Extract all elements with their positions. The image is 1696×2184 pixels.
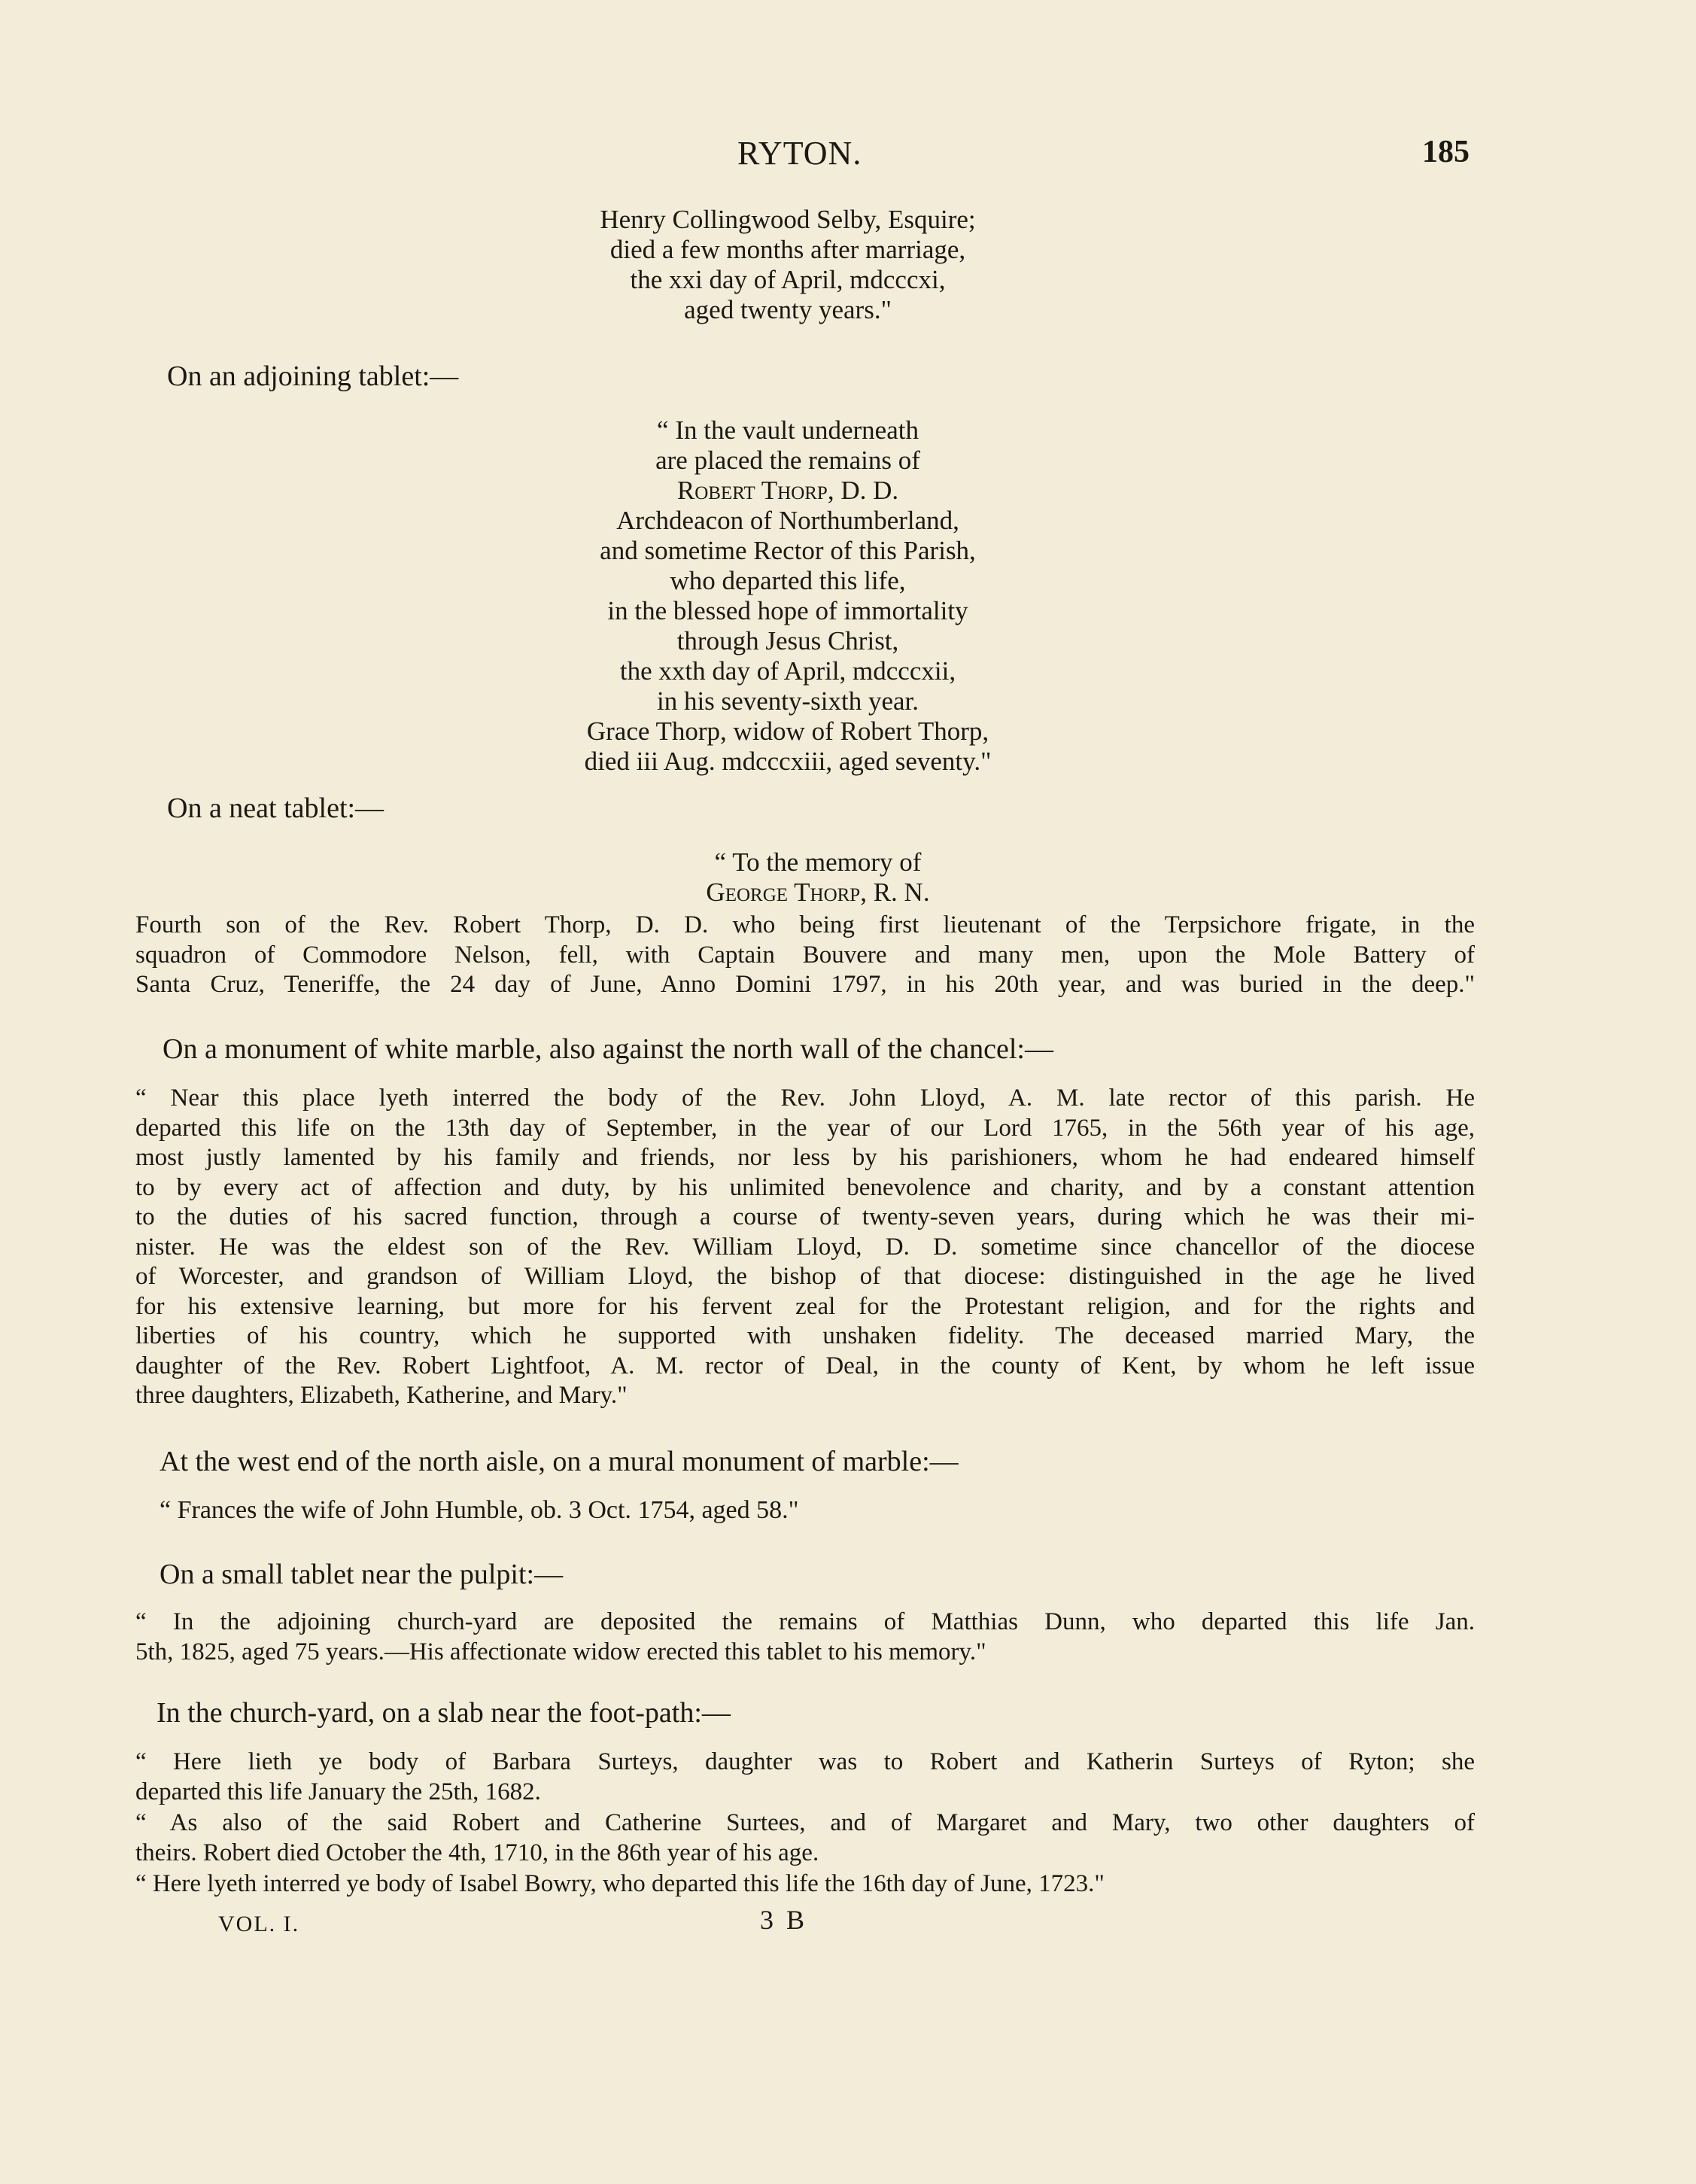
inscription-line: through Jesus Christ, [676,626,899,656]
inscription-line: “ In the vault underneath [657,415,919,445]
lloyd-paragraph [135,1084,1475,1411]
paragraph-line: Fourth son of the Rev. Robert Thorp, D. D. who being first lieutenant of the Terpsichore frigate, in the [135,911,1475,938]
paragraph-line: “ As also of the said Robert and Catherine Surtees, and of Margaret and Mary, two other daughters of [135,1809,1475,1836]
dunn-paragraph [135,1608,1475,1667]
paragraph-line: 5th, 1825, aged 75 years.—His affectionate widow erected this tablet to his memory." [135,1638,986,1665]
paragraph-line: daughter of the Rev. Robert Lightfoot, A. M. rector of Deal, in the county of Kent, by whom he left issue [135,1352,1475,1379]
surteys-paragraph [135,1748,1475,1807]
running-header-title: RYTON. [737,135,862,172]
inscription-line: Robert Thorp, D. D. [676,476,899,505]
surtees-paragraph [135,1808,1475,1868]
inscription-line: George Thorp, R. N. [706,878,930,907]
neat-tablet-intro: On a neat tablet:— [167,792,384,824]
inscription-line: the xxth day of April, mdcccxii, [619,656,956,686]
inscription-line: the xxi day of April, mdcccxi, [630,265,946,294]
paragraph-line: to by every act of affection and duty, by his unlimited benevolence and charity, and by a constant attention [135,1173,1475,1201]
inscription-line: who departed this life, [670,566,906,595]
page-number: 185 [1422,135,1470,169]
bowry-paragraph [135,1869,1475,1900]
paragraph-line: nister. He was the eldest son of the Rev. William Lloyd, D. D. sometime since chancellor of the diocese [135,1233,1475,1261]
paragraph-line: for his extensive learning, but more for his fervent zeal for the Protestant religion, and for the rights and [135,1292,1475,1320]
paragraph-line: “ Here lieth ye body of Barbara Surteys, daughter was to Robert and Katherin Surteys of Ryton; she [135,1748,1475,1775]
inscription-line: Grace Thorp, widow of Robert Thorp, [586,716,989,746]
inscription-line: aged twenty years." [684,295,892,324]
adjoining-tablet-intro: On an adjoining tablet:— [167,360,459,392]
paragraph-line: to the duties of his sacred function, through a course of twenty-seven years, during which he was their mi- [135,1203,1475,1230]
west-end-intro: At the west end of the north aisle, on a mural monument of marble:— [160,1446,959,1477]
paragraph-line: three daughters, Elizabeth, Katherine, and Mary." [135,1382,628,1409]
george-thorp-paragraph [135,911,1475,1000]
inscription-line: died iii Aug. mdcccxiii, aged seventy." [584,747,992,776]
paragraph-line: “ Near this place lyeth interred the body of the Rev. John Lloyd, A. M. late rector of this parish. He [135,1084,1475,1112]
inscription-line: are placed the remains of [655,446,920,475]
paragraph-line: of Worcester, and grandson of William Lloyd, the bishop of that diocese: distinguished in the age he lived [135,1263,1475,1290]
volume-label: VOL. I. [218,1912,300,1936]
paragraph-line: departed this life January the 25th, 1682. [135,1778,541,1805]
inscription-line: “ To the memory of [714,847,922,877]
marble-monument-intro: On a monument of white marble, also against the north wall of the chancel:— [163,1033,1053,1065]
inscription-line: Archdeacon of Northumberland, [616,506,959,535]
churchyard-slab-intro: In the church-yard, on a slab near the foot-path:— [157,1697,731,1729]
paragraph-line: “ Here lyeth interred ye body of Isabel Bowry, who departed this life the 16th day of June, 1723." [135,1870,1105,1897]
paragraph-line: liberties of his country, which he supported with unshaken fidelity. The deceased married Mary, the [135,1322,1475,1349]
paragraph-line: squadron of Commodore Nelson, fell, with Captain Bouvere and many men, upon the Mole Battery of [135,941,1475,969]
inscription-line: Henry Collingwood Selby, Esquire; [600,205,976,234]
inscription-line: and sometime Rector of this Parish, [600,536,976,565]
inscription-line: in the blessed hope of immortality [607,596,968,625]
paragraph-line: Santa Cruz, Teneriffe, the 24 day of June, Anno Domini 1797, in his 20th year, and was buried in the deep." [135,971,1475,998]
paragraph-line: most justly lamented by his family and friends, nor less by his parishioners, whom he had endeared himself [135,1144,1475,1171]
paragraph-line: theirs. Robert died October the 4th, 1710, in the 86th year of his age. [135,1839,819,1866]
paragraph-line: “ In the adjoining church-yard are deposited the remains of Matthias Dunn, who departed this life Jan. [135,1608,1475,1635]
inscription-line: in his seventy-sixth year. [656,686,919,716]
paragraph-line: departed this life on the 13th day of September, in the year of our Lord 1765, in the 56th year of his age, [135,1114,1475,1142]
signature-mark: 3 B [760,1905,808,1935]
pulpit-tablet-intro: On a small tablet near the pulpit:— [160,1559,564,1590]
humble-quote: “ Frances the wife of John Humble, ob. 3 Oct. 1754, aged 58." [160,1496,799,1524]
inscription-line: died a few months after marriage, [609,235,966,264]
